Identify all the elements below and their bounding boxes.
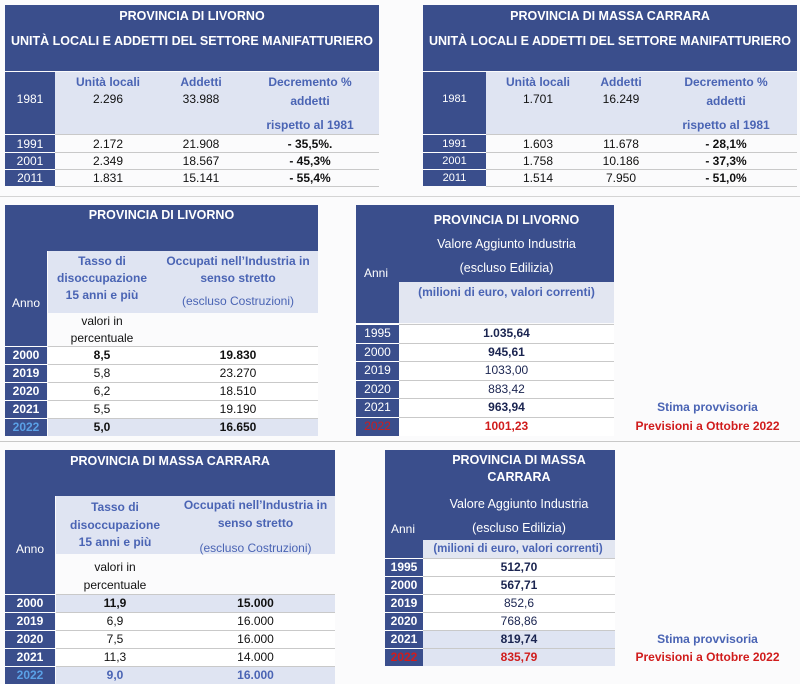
decremento-cell: - 28,1% — [705, 137, 747, 151]
decremento-cell: - 45,3% — [289, 154, 331, 168]
col-occupati-header: senso stretto — [200, 271, 276, 285]
tasso-cell: 7,5 — [106, 632, 124, 646]
occupati-cell: 14.000 — [237, 650, 274, 664]
table-title: CARRARA — [487, 470, 551, 484]
year-cell: 2021 — [12, 402, 40, 416]
table-subtitle: (escluso Edilizia) — [472, 521, 566, 535]
occupati-cell: 15.000 — [237, 596, 274, 610]
note-cell: Previsioni a Ottobre 2022 — [635, 650, 780, 664]
addetti-cell: 33.988 — [182, 92, 220, 106]
col-addetti-header: Addetti — [600, 75, 642, 89]
col-occupati-header: Occupati nell’Industria in — [166, 254, 310, 268]
col-tasso-header: 15 anni e più — [65, 288, 139, 302]
year-cell: 2021 — [390, 632, 418, 646]
valori-label: percentuale — [70, 331, 134, 345]
decremento-cell: - 51,0% — [705, 171, 747, 185]
year-cell: 2001 — [16, 154, 44, 168]
year-cell: 2011 — [442, 172, 467, 184]
anno-header: Anno — [15, 542, 45, 556]
col-occupati-header: Occupati nell’Industria in — [183, 498, 328, 512]
anno-header: Anno — [11, 296, 41, 310]
unit-label: (milioni di euro, valori correnti) — [418, 285, 595, 299]
value-cell: 883,42 — [488, 382, 525, 396]
value-cell: 835,79 — [500, 650, 538, 664]
year-cell: 2000 — [390, 578, 418, 592]
row-separator — [486, 134, 797, 135]
col-tasso-header: 15 anni e più — [78, 535, 152, 549]
table-title: PROVINCIA DI MASSA CARRARA — [70, 454, 270, 468]
col-unita-header: Unità locali — [75, 75, 140, 89]
table-title: PROVINCIA DI LIVORNO — [119, 9, 265, 23]
year-cell: 2020 — [364, 382, 391, 396]
value-cell: 1001,23 — [484, 419, 529, 433]
note-cell: Stima provvisoria — [657, 400, 758, 414]
table-title: PROVINCIA DI MASSA CARRARA — [510, 9, 710, 23]
row-separator — [486, 186, 797, 187]
unita-cell: 2.349 — [92, 154, 124, 168]
addetti-cell: 18.567 — [182, 154, 220, 168]
col-addetti-header: Addetti — [180, 75, 222, 89]
tasso-cell: 6,9 — [106, 614, 124, 628]
value-cell: 963,94 — [488, 400, 525, 414]
tasso-cell: 5,0 — [93, 420, 111, 434]
year-cell: 2000 — [12, 348, 40, 362]
unita-cell: 2.296 — [92, 92, 124, 106]
table-subtitle: Valore Aggiunto Industria — [437, 237, 576, 251]
year-cell: 2019 — [12, 366, 40, 380]
addetti-cell: 21.908 — [182, 137, 220, 151]
valori-label: valori in — [81, 314, 123, 328]
tasso-cell: 9,0 — [106, 668, 124, 682]
year-cell: 2000 — [364, 345, 391, 359]
col-decremento-header: rispetto al 1981 — [682, 118, 770, 132]
year-cell: 2020 — [390, 614, 418, 628]
valori-label: percentuale — [83, 578, 147, 592]
unita-cell: 2.172 — [92, 137, 124, 151]
value-cell: 945,61 — [488, 345, 525, 359]
table-subtitle: Valore Aggiunto Industria — [449, 497, 589, 511]
note-cell: Stima provvisoria — [657, 632, 758, 646]
unita-cell: 1.758 — [522, 154, 554, 168]
year-cell: 2019 — [364, 363, 391, 377]
decremento-cell: - 55,4% — [289, 171, 331, 185]
col-occupati-header: senso stretto — [217, 516, 294, 530]
addetti-cell: 7.950 — [605, 171, 637, 185]
col-tasso-header: Tasso di — [91, 500, 139, 514]
year-cell: 2021 — [16, 650, 44, 664]
page-divider — [0, 196, 800, 197]
table-title: PROVINCIA DI LIVORNO — [88, 208, 235, 222]
value-cell: 512,70 — [500, 560, 538, 574]
occupati-cell: 16.650 — [219, 420, 257, 434]
year-cell: 2000 — [16, 596, 44, 610]
col-decremento-header: addetti — [290, 94, 330, 108]
row-separator — [5, 134, 55, 135]
anni-header: Anni — [363, 266, 389, 280]
year-cell: 1991 — [16, 137, 44, 151]
row-separator — [55, 134, 379, 135]
tasso-cell: 5,8 — [93, 366, 111, 380]
occupati-cell: 23.270 — [219, 366, 257, 380]
year-cell: 2022 — [364, 419, 391, 433]
col-decremento-header: addetti — [706, 94, 746, 108]
year-cell: 1991 — [442, 138, 467, 150]
addetti-cell: 16.249 — [602, 92, 640, 106]
tasso-cell: 6,2 — [93, 384, 111, 398]
occupati-cell: 19.190 — [219, 402, 257, 416]
tasso-cell: 11,3 — [103, 650, 127, 664]
value-cell: 819,74 — [500, 632, 538, 646]
decremento-cell: - 35,5%. — [287, 137, 333, 151]
value-cell: 768,86 — [500, 614, 538, 628]
table-subtitle: UNITÀ LOCALI E ADDETTI DEL SETTORE MANIFATTURIERO — [10, 34, 374, 48]
occupati-cell: 18.510 — [219, 384, 257, 398]
occupati-cell: 19.830 — [219, 348, 257, 362]
table-title: PROVINCIA DI MASSA — [452, 453, 586, 467]
col-occupati-header: (escluso Costruzioni) — [181, 294, 295, 308]
page-divider — [0, 441, 800, 442]
table-subtitle: (escluso Edilizia) — [459, 261, 554, 275]
anni-header: Anni — [390, 522, 416, 536]
table-subtitle: UNITÀ LOCALI E ADDETTI DEL SETTORE MANIFATTURIERO — [428, 34, 792, 48]
value-cell: 852,6 — [503, 596, 535, 610]
occupati-cell: 16.000 — [237, 614, 274, 628]
year-cell: 2022 — [16, 668, 44, 682]
year-cell: 1995 — [364, 326, 391, 340]
year-cell: 2019 — [390, 596, 418, 610]
year-cell: 2022 — [12, 420, 40, 434]
year-cell: 2011 — [17, 171, 43, 185]
tasso-cell: 5,5 — [93, 402, 111, 416]
table-title: PROVINCIA DI LIVORNO — [433, 213, 580, 227]
col-decremento-header: Decremento % — [268, 75, 352, 89]
valori-label: valori in — [94, 560, 136, 574]
year-cell: 2020 — [12, 384, 40, 398]
row-separator — [55, 186, 379, 187]
year-cell: 1995 — [390, 560, 418, 574]
col-tasso-header: Tasso di — [78, 254, 126, 268]
unita-cell: 1.603 — [522, 137, 554, 151]
col-decremento-header: rispetto al 1981 — [266, 118, 354, 132]
note-cell: Previsioni a Ottobre 2022 — [635, 419, 780, 433]
value-cell: 567,71 — [500, 578, 538, 592]
tasso-cell: 11,9 — [103, 596, 127, 610]
year-cell: 1981 — [442, 93, 467, 105]
value-cell: 1033,00 — [484, 363, 529, 377]
year-cell: 2019 — [16, 614, 44, 628]
unita-cell: 1.701 — [522, 92, 554, 106]
year-cell: 1981 — [16, 92, 44, 106]
addetti-cell: 11.678 — [603, 137, 639, 151]
col-tasso-header: disoccupazione — [56, 271, 148, 285]
tasso-cell: 8,5 — [93, 348, 111, 362]
col-tasso-header: disoccupazione — [69, 518, 161, 532]
year-cell: 2001 — [442, 155, 467, 167]
occupati-cell: 16.000 — [237, 668, 274, 682]
unita-cell: 1.514 — [522, 171, 554, 185]
decremento-cell: - 37,3% — [705, 154, 747, 168]
unita-cell: 1.831 — [92, 171, 124, 185]
year-cell: 2021 — [364, 400, 391, 414]
col-occupati-header: (escluso Costruzioni) — [199, 541, 312, 555]
year-cell: 2022 — [390, 650, 418, 664]
addetti-cell: 15.141 — [182, 171, 220, 185]
unit-label: (milioni di euro, valori correnti) — [433, 543, 603, 555]
addetti-cell: 10.186 — [602, 154, 640, 168]
value-cell: 1.035,64 — [483, 326, 530, 340]
col-unita-header: Unità locali — [505, 75, 570, 89]
col-decremento-header: Decremento % — [684, 75, 768, 89]
occupati-cell: 16.000 — [237, 632, 274, 646]
year-cell: 2020 — [16, 632, 44, 646]
row-separator — [423, 134, 486, 135]
